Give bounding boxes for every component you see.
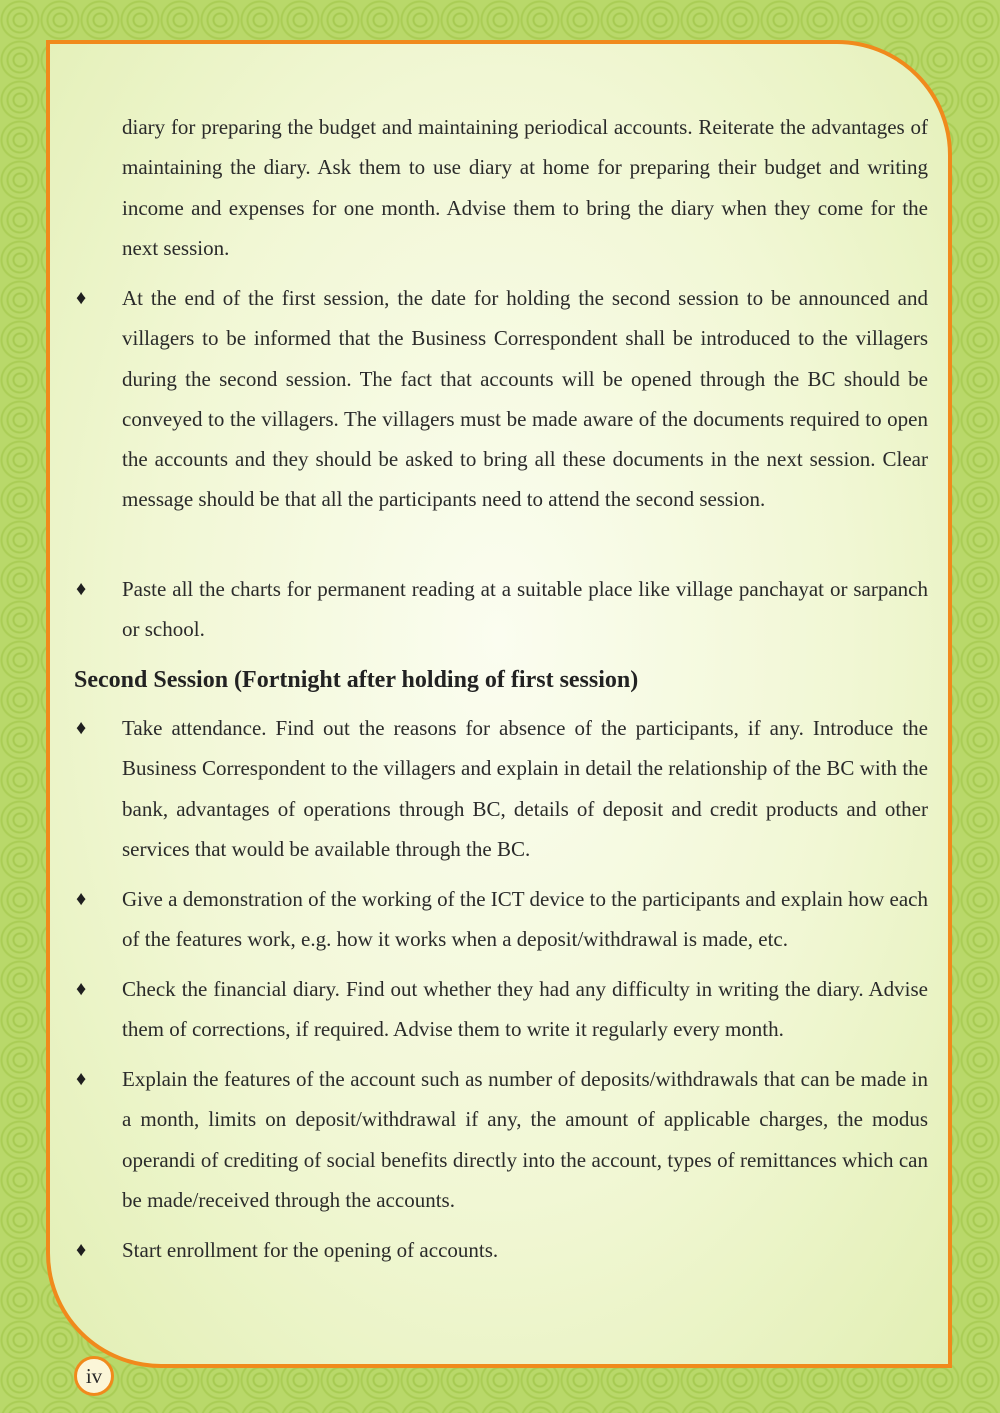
bullet-diamond-icon: ♦ <box>76 717 87 739</box>
bullet-diamond-icon: ♦ <box>76 1239 87 1261</box>
bullet-diamond-icon: ♦ <box>76 978 87 1000</box>
list-item: Take attendance. Find out the reasons for absence of the participants, if any. Introduce the Business Correspondent to the villagers and explain in detail the relationship of the BC with the bank, advantages of operations through BC, details of deposit and credit products and other services that would be available through the BC. <box>122 716 928 861</box>
section-heading: Second Session (Fortnight after holding of first session) <box>74 667 639 693</box>
list-item: Start enrollment for the opening of accounts. <box>122 1238 499 1262</box>
bullet-diamond-icon: ♦ <box>76 287 87 309</box>
list-item: Check the financial diary. Find out whether they had any difficulty in writing the diary. Advise them of corrections, if required. Advise them to write it regularly every month. <box>122 977 928 1042</box>
page-number: iv <box>85 1363 103 1388</box>
bullet-diamond-icon: ♦ <box>76 578 87 600</box>
continuation-paragraph: diary for preparing the budget and maintaining periodical accounts. Reiterate the advantages of maintaining the diary. Ask them to use diary at home for preparing their budget and writing income and expenses for one month. Advise them to bring the diary when they come for the next session. <box>122 115 928 260</box>
list-item: At the end of the first session, the date for holding the second session to be announced and villagers to be informed that the Business Correspondent shall be introduced to the villagers during the second session. The fact that accounts will be opened through the BC should be conveyed to the villagers. The villagers must be made aware of the documents required to open the accounts and they should be asked to bring all these documents in the next session. Clear message should be that all the participants need to attend the second session. <box>122 286 928 512</box>
bullet-diamond-icon: ♦ <box>76 888 87 910</box>
bullet-diamond-icon: ♦ <box>76 1068 87 1090</box>
list-item: Give a demonstration of the working of the ICT device to the participants and explain how each of the features work, e.g. how it works when a deposit/withdrawal is made, etc. <box>122 887 928 952</box>
list-item: Explain the features of the account such as number of deposits/withdrawals that can be made in a month, limits on deposit/withdrawal if any, the amount of applicable charges, the modus operandi of crediting of social benefits directly into the account, types of remittances which can be made/received through the accounts. <box>122 1067 928 1212</box>
list-item: Paste all the charts for permanent reading at a suitable place like village panchayat or sarpanch or school. <box>122 577 928 642</box>
page-number-badge <box>74 1356 114 1396</box>
